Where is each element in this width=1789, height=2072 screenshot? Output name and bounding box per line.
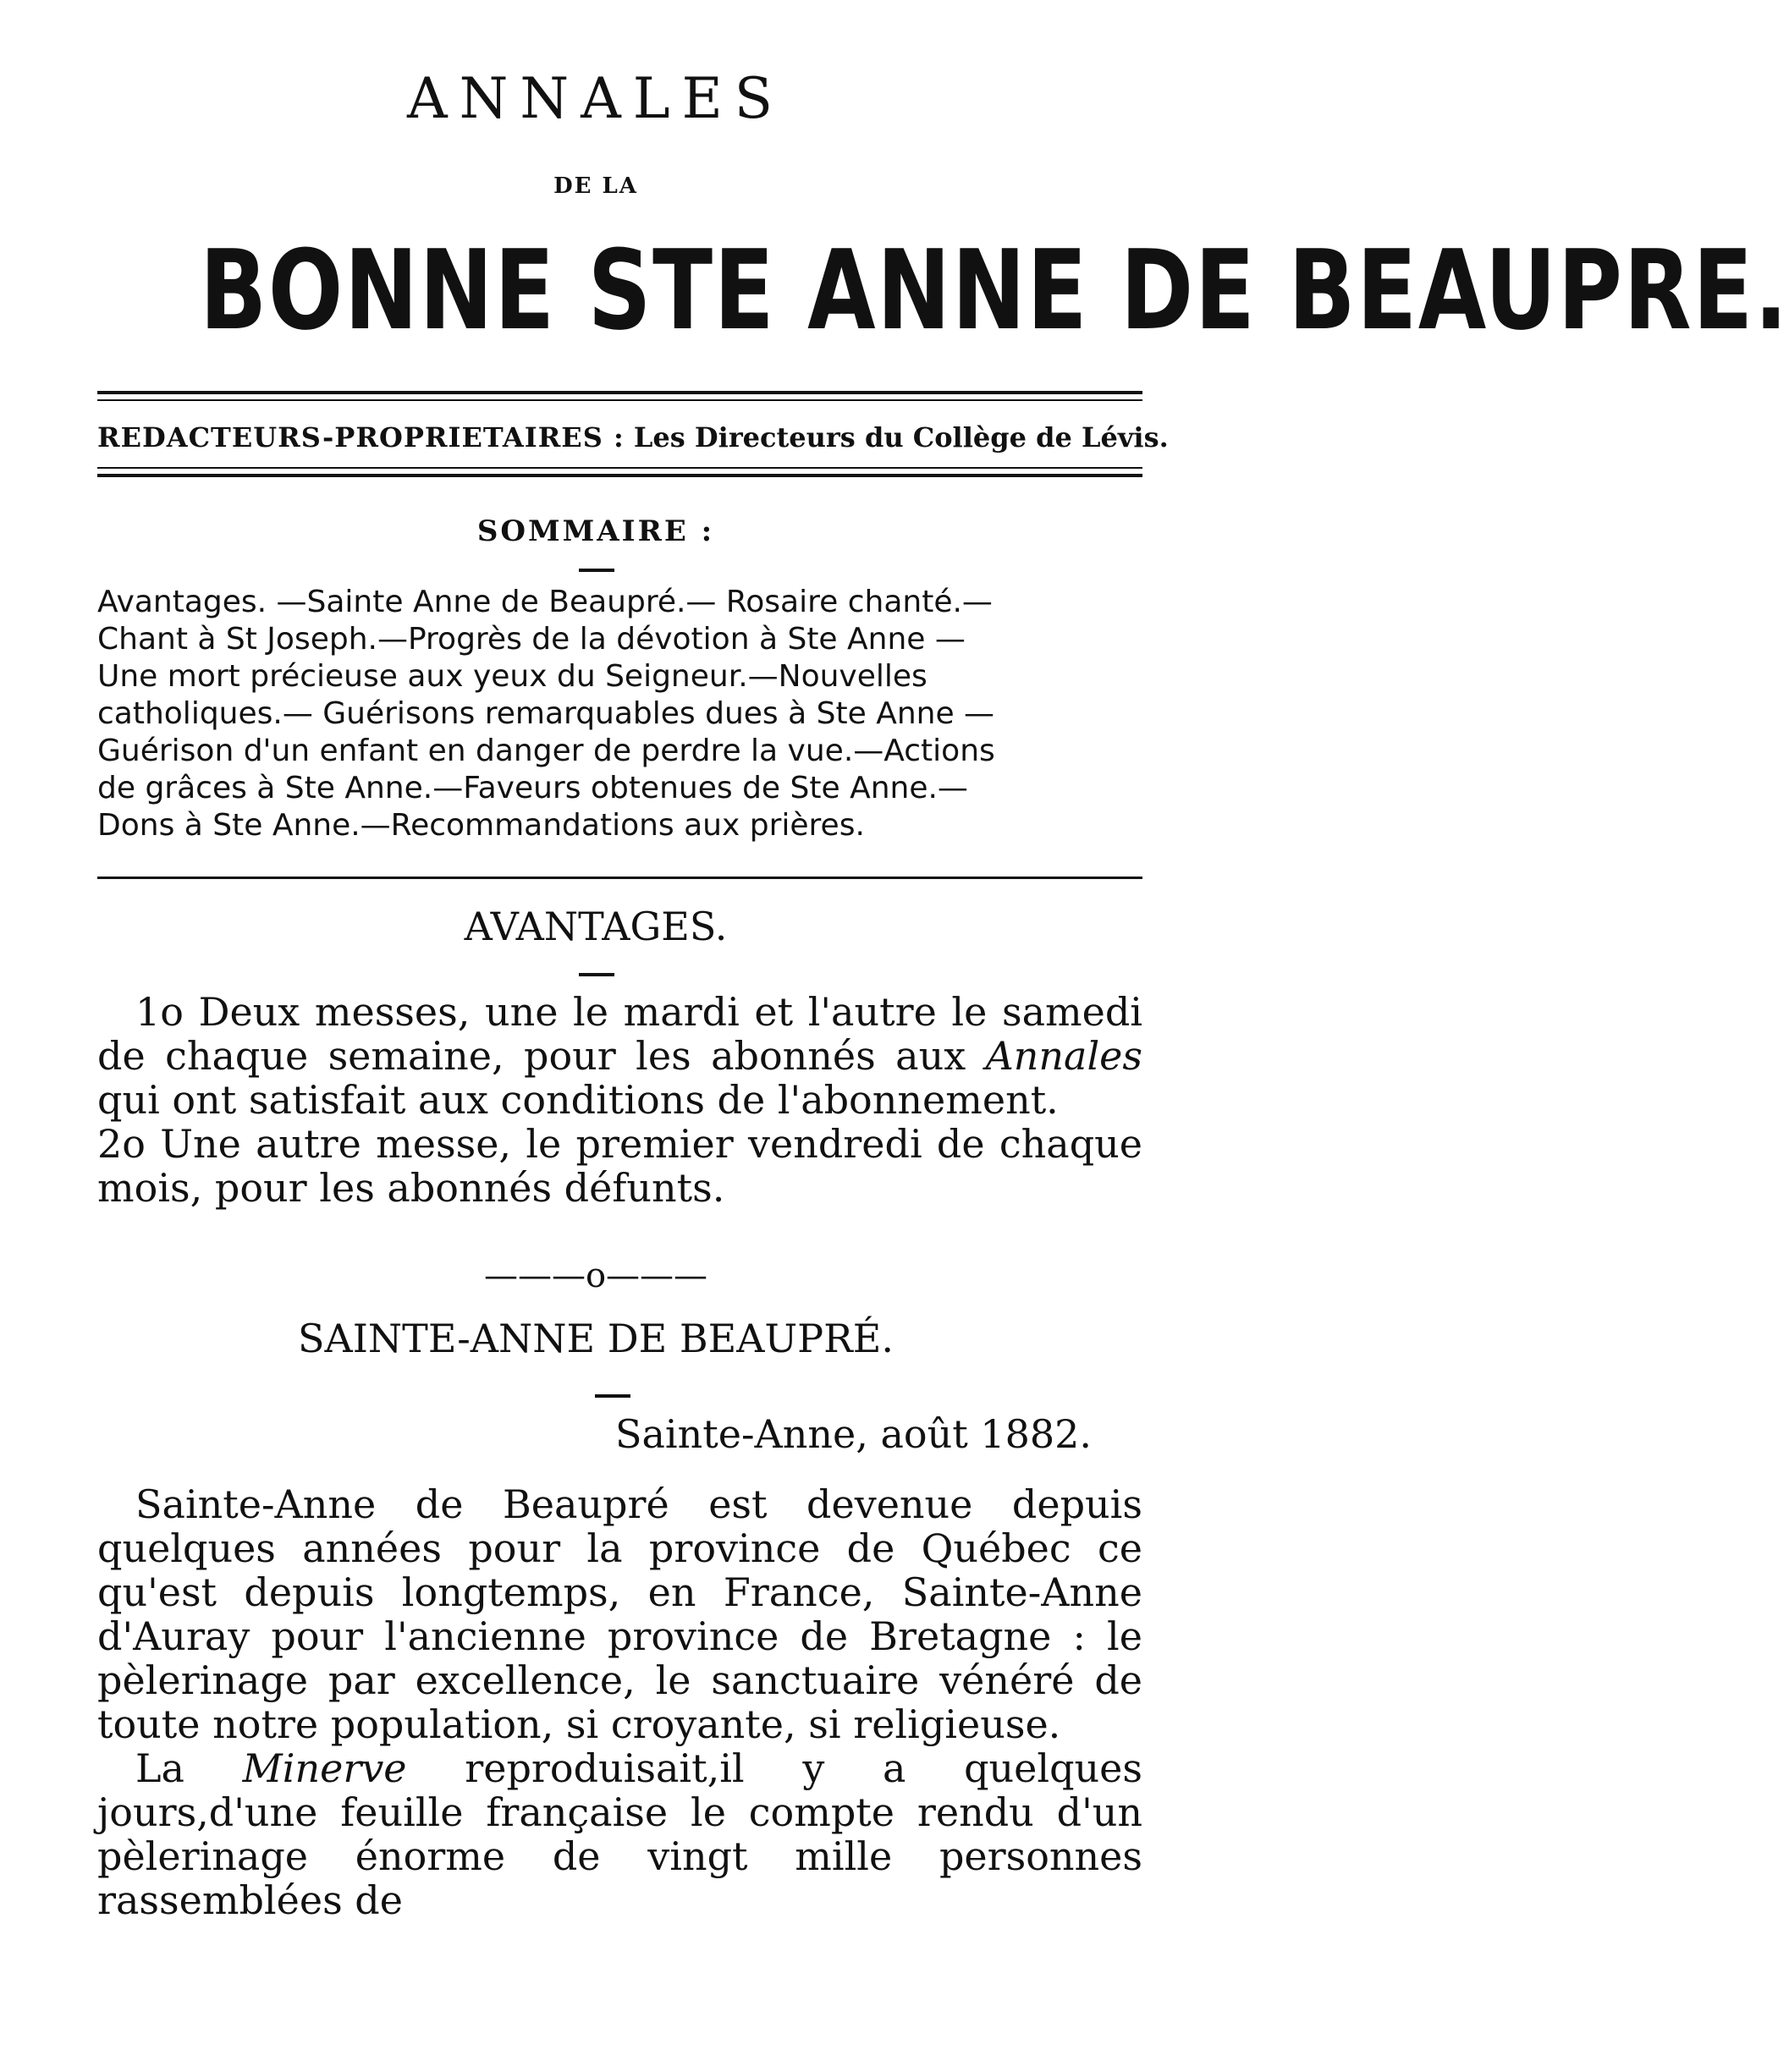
divider-rule	[97, 474, 1142, 477]
masthead-connector: DE LA	[553, 173, 638, 199]
sommaire-line: Dons à Ste Anne.—Recommandations aux prières.	[97, 808, 865, 843]
sommaire-line: de grâces à Ste Anne.—Faveurs obtenues de Ste Anne.—	[97, 771, 968, 805]
dash-divider	[579, 569, 614, 572]
divider-rule	[97, 399, 1142, 401]
sommaire-line: Guérison d'un enfant en danger de perdre la vue.—Actions	[97, 734, 995, 768]
masthead-title: ANNALES	[406, 66, 785, 131]
editors-line	[97, 421, 1169, 453]
divider-rule	[97, 467, 1142, 469]
sainte-anne-heading: SAINTE-ANNE DE BEAUPRÉ.	[298, 1316, 894, 1361]
editors-label: REDACTEURS-PROPRIETAIRES :	[97, 421, 625, 453]
divider-rule	[97, 877, 1142, 879]
section-separator: ———o———	[483, 1256, 708, 1295]
avantages-body	[97, 990, 1142, 1210]
sommaire-line: catholiques.— Guérisons remarquables dues à Ste Anne —	[97, 696, 995, 731]
dash-divider	[579, 973, 614, 976]
sainte-anne-paragraph: Sainte-Anne de Beaupré est devenue depuis quelques années pour la province de Québec ce qu'est depuis longtemps, en France, Sainte-Anne d'Auray pour l'ancienne province de Bretagne : le pèlerinage par excellence, le sanctuaire vénéré de toute notre population, si croyante, si religieuse.	[97, 1481, 1142, 1747]
sommaire-heading: SOMMAIRE :	[476, 514, 715, 548]
editors-value: Les Directeurs du Collège de Lévis.	[633, 421, 1169, 453]
sainte-anne-paragraph: La Minerve reproduisait,il y a quelques jours,d'une feuille française le compte rendu d'un pèlerinage énorme de vingt mille personnes rassemblées de	[97, 1745, 1142, 1923]
dash-divider	[595, 1394, 630, 1398]
sommaire-line: Chant à St Joseph.—Progrès de la dévotion à Ste Anne —	[97, 622, 966, 657]
sommaire-line: Une mort précieuse aux yeux du Seigneur.—Nouvelles	[97, 659, 928, 694]
avantages-paragraph: 2o Une autre messe, le premier vendredi de chaque mois, pour les abonnés défunts.	[97, 1121, 1142, 1211]
sommaire-list	[97, 584, 1142, 844]
avantages-paragraph: 1o Deux messes, une le mardi et l'autre le samedi de chaque semaine, pour les abonnés aux Annales qui ont satisfait aux conditions de l'abonnement.	[97, 989, 1142, 1123]
divider-rule	[97, 391, 1142, 394]
sainte-anne-body	[97, 1482, 1142, 1922]
dateline: Sainte-Anne, août 1882.	[614, 1411, 1092, 1457]
avantages-heading: AVANTAGES.	[464, 904, 728, 949]
sommaire-line: Avantages. —Sainte Anne de Beaupré.— Rosaire chanté.—	[97, 585, 993, 619]
masthead-main-title: BONNE STE ANNE DE BEAUPRE.	[200, 226, 1789, 354]
